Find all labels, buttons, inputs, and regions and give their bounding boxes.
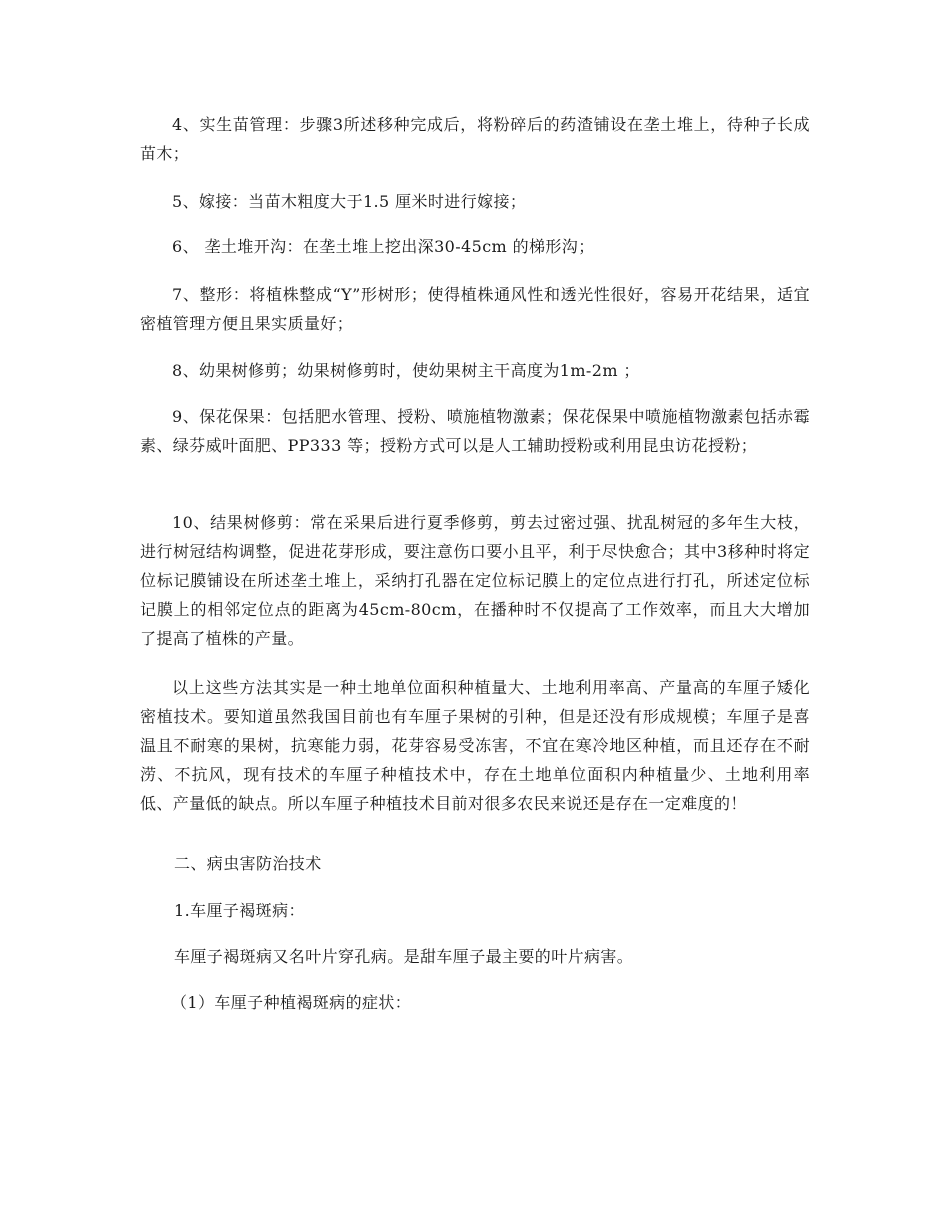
paragraph-step-6: 6、 垄土堆开沟：在垄土堆上挖出深30-45cm 的梯形沟； xyxy=(172,237,595,256)
paragraph-step-5: 5、嫁接：当苗木粗度大于1.5 厘米时进行嫁接； xyxy=(172,192,527,211)
section-heading-pest-control: 二、病虫害防治技术 xyxy=(174,854,322,873)
paragraph-brown-spot-intro: 车厘子褐斑病又名叶片穿孔病。是甜车厘子最主要的叶片病害。 xyxy=(174,947,634,966)
subheading-brown-spot: 1.车厘子褐斑病： xyxy=(174,901,305,920)
subheading-symptoms: （1）车厘子种植褐斑病的症状： xyxy=(171,993,412,1012)
paragraph-step-8: 8、幼果树修剪；幼果树修剪时，使幼果树主干高度为1m-2m ； xyxy=(172,361,640,380)
paragraph-step-7: 7、整形：将植株整成“Y”形树形；使得植株通风性和透光性很好，容易开花结果，适宜密植管理方便且果实质量好； xyxy=(140,285,810,333)
paragraph-step-10: 10、结果树修剪：常在采果后进行夏季修剪，剪去过密过强、扰乱树冠的多年生大枝，进行树冠结构调整，促进花芽形成，要注意伤口要小且平，利于尽快愈合；其中3移种时将定位标记膜铺设在所述垄土堆上，采纳打孔器在定位标记膜上的定位点进行打孔，所述定位标记膜上的相邻定位点的距离为45cm-80cm，在播种时不仅提高了工作效率，而且大大增加了提高了植株的产量。 xyxy=(140,513,810,648)
paragraph-step-9: 9、保花保果：包括肥水管理、授粉、喷施植物激素；保花保果中喷施植物激素包括赤霉素、绿芬威叶面肥、PP333 等；授粉方式可以是人工辅助授粉或利用昆虫访花授粉； xyxy=(140,407,810,455)
paragraph-step-4: 4、实生苗管理：步骤3所述移种完成后，将粉碎后的药渣铺设在垄土堆上，待种子长成苗木； xyxy=(140,115,810,163)
paragraph-summary: 以上这些方法其实是一种土地单位面积种植量大、土地利用率高、产量高的车厘子矮化密植技术。要知道虽然我国目前也有车厘子果树的引种，但是还没有形成规模；车厘子是喜温且不耐寒的果树，抗寒能力弱，花芽容易受冻害，不宜在寒冷地区种植，而且还存在不耐涝、不抗风，现有技术的车厘子种植技术中，存在土地单位面积内种植量少、土地利用率低、产量低的缺点。所以车厘子种植技术目前对很多农民来说还是存在一定难度的！ xyxy=(140,678,810,813)
